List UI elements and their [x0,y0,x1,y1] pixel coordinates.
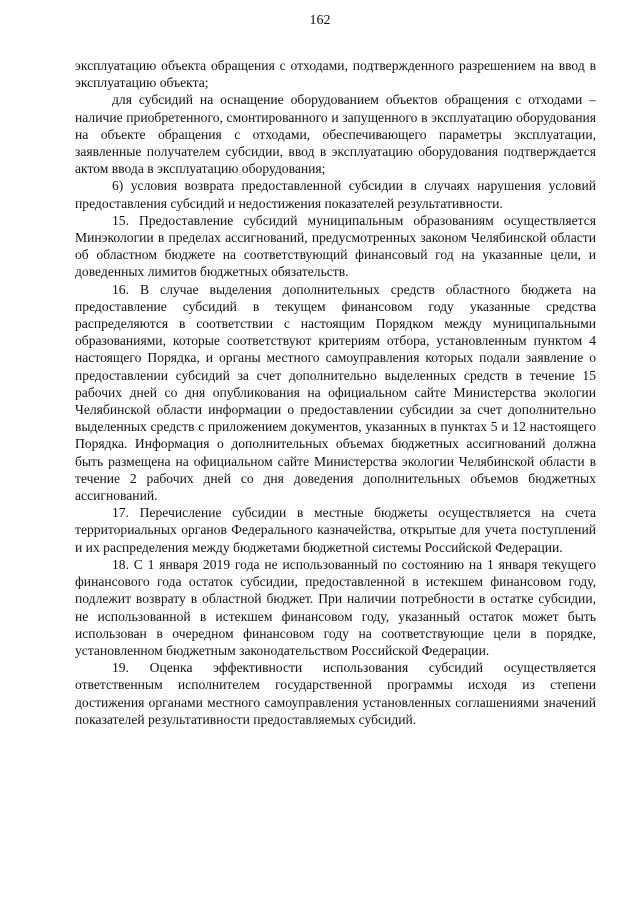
paragraph-18: 18. С 1 января 2019 года не использованный по состоянию на 1 января текущего финансового года остаток субсидии, предоставленной в истекшем финансовом году, подлежит возврату в областной бюджет. При наличии потребности в остатке субсидии, не использованной в истекшем финансовом году, указанный остаток может быть использован в очередном финансовом году на соответствующие цели в порядке, установленном бюджетным законодательством Российской Федерации. [75,556,596,658]
paragraph-17: 17. Перечисление субсидии в местные бюджеты осуществляется на счета территориальных органов Федерального казначейства, открытые для учета поступлений и их распределения между бюджетами бюджетной системы Российской Федерации. [75,505,596,555]
page-number: 162 [309,13,331,28]
document-body [75,57,596,728]
paragraph-15: 15. Предоставление субсидий муниципальным образованиям осуществляется Минэкологии в пределах ассигнований, предусмотренных законом Челябинской области об областном бюджете на соответствующий финансовый год на указанные цели, и доведенных лимитов бюджетных обязательств. [75,212,596,280]
paragraph-return-conditions: 6) условия возврата предоставленной субсидии в случаях нарушения условий предоставления субсидий и недостижения показателей результативности. [75,178,596,211]
paragraph-19: 19. Оценка эффективности использования субсидий осуществляется ответственным исполнителем государственной программы исходя из степени достижения органами местного самоуправления установленных соглашениями значений показателей результативности предоставляемых субсидий. [75,660,596,727]
paragraph-equipment-subsidy: для субсидий на оснащение оборудованием объектов обращения с отходами – наличие приобретенного, смонтированного и запущенного в эксплуатацию оборудования на объекте обращения с отходами, обеспечивающего параметры эксплуатации, заявленные получателем субсидии, ввод в эксплуатацию оборудования подтверждается актом ввода в эксплуатацию оборудования; [75,92,596,177]
paragraph-16: 16. В случае выделения дополнительных средств областного бюджета на предоставление субсидий в текущем финансовом году указанные средства распределяются в соответствии с настоящим Порядком между муниципальными образованиями, которые соответствуют критериям отбора, установленным пунктом 4 настоящего Порядка, и органы местного самоуправления которых подали заявление о предоставлении субсидий за счет дополнительно выделенных средств в течение 15 рабочих дней со дня опубликования на официальном сайте Министерства экологии Челябинской области информации о предоставлении субсидии за счет дополнительно выделенных средств с приложением документов, указанных в пунктах 5 и 12 настоящего Порядка. Информация о дополнительных объемах бюджетных ассигнований должна быть размещена на официальном сайте Министерства экологии Челябинской области в течение 2 рабочих дней со дня доведения дополнительных объемов бюджетных ассигнований. [75,281,596,504]
paragraph-continuation: эксплуатацию объекта обращения с отходами, подтвержденного разрешением на ввод в эксплуатацию объекта; [75,58,596,91]
